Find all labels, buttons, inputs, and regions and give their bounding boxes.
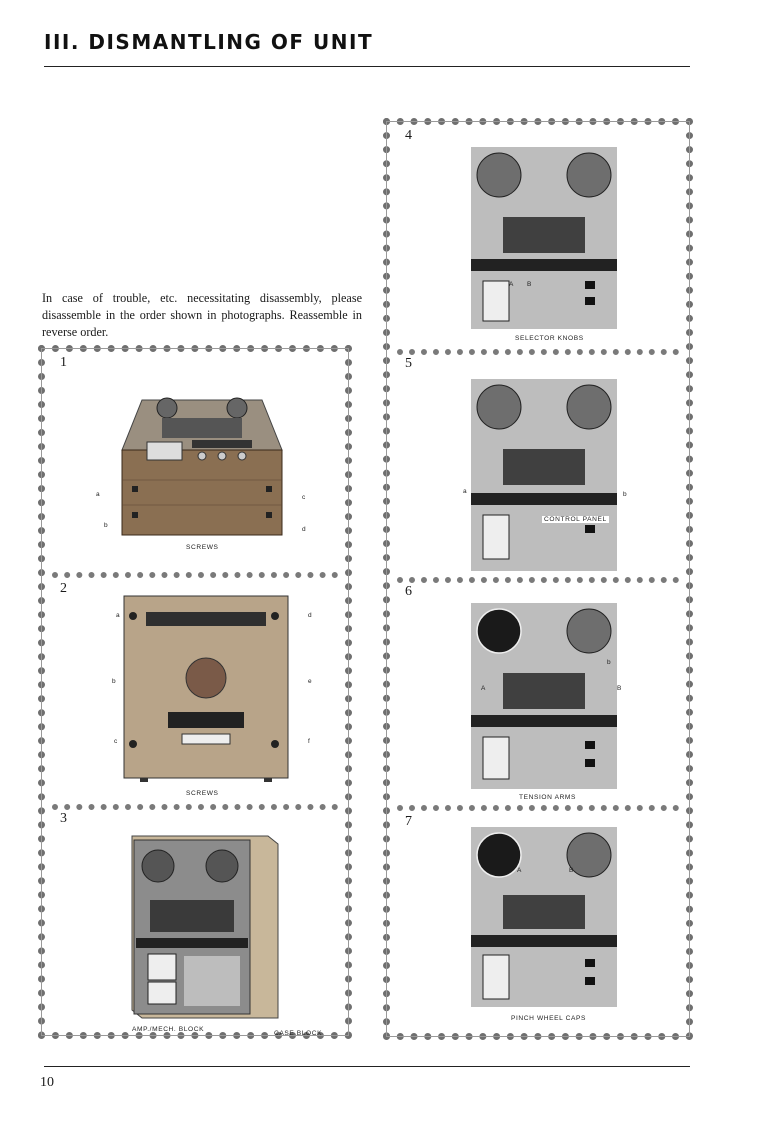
callout-B: B — [527, 281, 532, 288]
panel-1 — [52, 352, 338, 578]
panel-number: 5 — [405, 356, 412, 371]
panel-number: 6 — [405, 584, 412, 599]
panel-caption-amp: AMP./MECH. BLOCK — [132, 1026, 205, 1033]
callout-b: b — [112, 678, 116, 685]
panel-2 — [52, 578, 338, 810]
panel-4 — [397, 125, 679, 355]
callout-f: f — [308, 738, 310, 745]
callout-b: b — [623, 491, 627, 498]
panel-number: 2 — [60, 581, 67, 596]
callout-c: c — [302, 494, 306, 501]
callout-d: d — [308, 612, 312, 619]
section-title: III. DISMANTLING OF UNIT — [44, 30, 374, 54]
panel-5 — [397, 353, 679, 583]
callout-d: d — [302, 526, 306, 533]
callout-b: b — [607, 659, 611, 666]
panel-6 — [397, 581, 679, 811]
photo-pinch-wheel-caps — [469, 825, 619, 1009]
callout-a: a — [116, 612, 120, 619]
panel-caption: SCREWS — [186, 544, 219, 551]
callout-A: A — [481, 685, 486, 692]
panel-caption: SELECTOR KNOBS — [515, 335, 584, 342]
panel-caption: CONTROL PANEL — [544, 516, 607, 523]
photo-amp-mech-block — [128, 830, 280, 1020]
callout-A: A — [517, 867, 522, 874]
panel-number: 7 — [405, 814, 412, 829]
callout-c: c — [114, 738, 118, 745]
callout-a: a — [463, 488, 467, 495]
panel-caption: SCREWS — [186, 790, 219, 797]
photo-control-panel — [469, 377, 619, 573]
panel-caption-case: CASE BLOCK — [274, 1030, 323, 1037]
panel-caption: TENSION ARMS — [519, 794, 577, 801]
photo-tension-arms — [469, 601, 622, 791]
page-number: 10 — [40, 1075, 54, 1090]
photo-rear-panel — [120, 592, 292, 784]
callout-B: B — [617, 685, 622, 692]
photo-deck-top-view — [102, 390, 302, 540]
callout-a: a — [96, 491, 100, 498]
callout-B: B — [569, 867, 574, 874]
photo-selector-knobs — [469, 145, 619, 331]
panel-caption: PINCH WHEEL CAPS — [511, 1015, 586, 1022]
panel-number: 3 — [60, 811, 67, 826]
panel-number: 1 — [60, 355, 67, 370]
panel-3 — [52, 808, 338, 1037]
footer-rule — [44, 1066, 690, 1067]
panel-7 — [397, 811, 679, 1033]
callout-A: A — [509, 281, 514, 288]
callout-e: e — [308, 678, 312, 685]
callout-b: b — [104, 522, 108, 529]
photo-frame-right — [383, 118, 693, 1040]
photo-frame-left — [38, 345, 352, 1039]
header-rule — [44, 66, 690, 67]
panel-number: 4 — [405, 128, 412, 143]
intro-paragraph: In case of trouble, etc. necessitating disassembly, please disassemble in the order shown in photographs. Reassemble in reverse order. — [42, 291, 362, 339]
